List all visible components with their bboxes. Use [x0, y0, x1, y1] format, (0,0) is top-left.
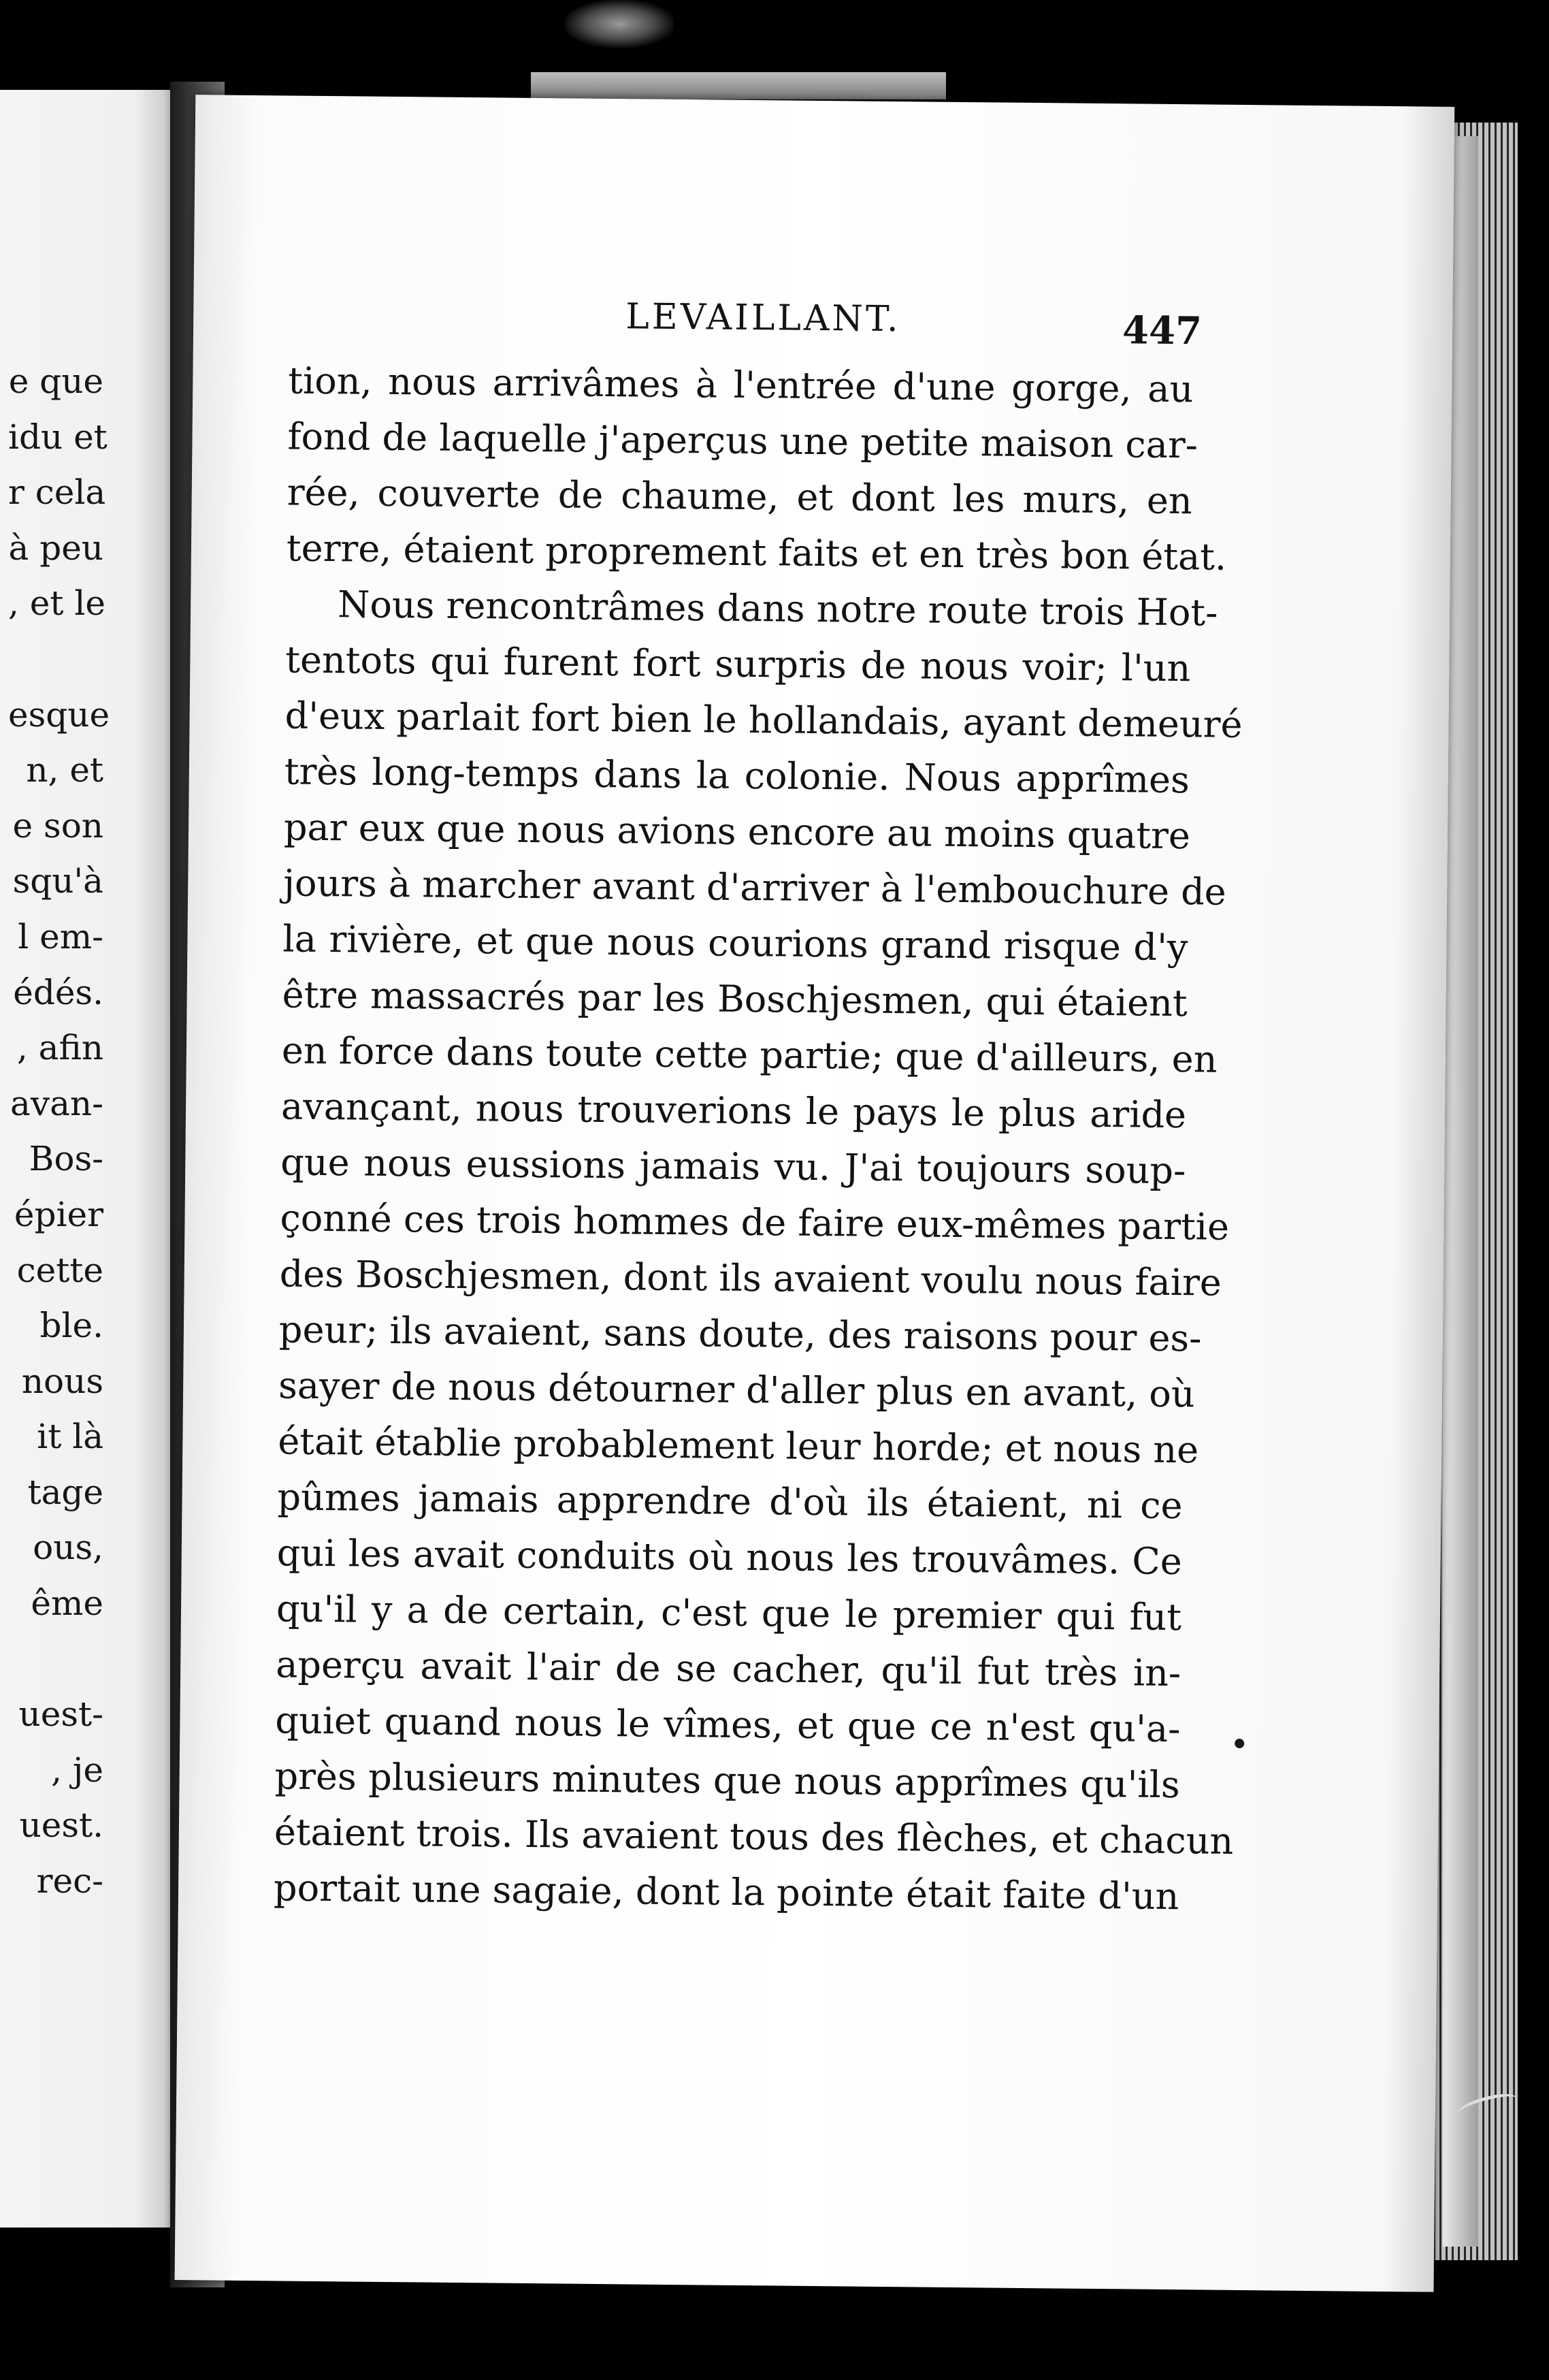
left-fragment-line: cette [16, 1250, 103, 1290]
text-line: Nous rencontrâmes dans notre route trois Hot- [337, 583, 1218, 634]
left-page-text-fragments [8, 354, 178, 1910]
left-fragment-line: rec- [36, 1861, 103, 1901]
left-fragment-line: ous, [33, 1528, 103, 1568]
left-fragment-line: ble. [39, 1306, 103, 1346]
text-line: çonné ces trois hommes de faire eux-mêmes partie [280, 1196, 1230, 1249]
left-fragment-line: e son [12, 805, 103, 846]
left-fragment-line: , je [51, 1750, 103, 1790]
text-line: jours à marcher avant d'arriver à l'embouchure de [282, 861, 1226, 914]
text-line: des Boschjesmen, dont ils avaient voulu nous faire [279, 1252, 1222, 1304]
left-fragment-line: édés. [13, 972, 103, 1012]
left-fragment-line: ême [31, 1583, 103, 1624]
text-line: très long-temps dans la colonie. Nous apprîmes [284, 750, 1190, 802]
left-fragment-line: avan- [10, 1083, 103, 1123]
text-line: avançant, nous trouverions le pays le plus aride [280, 1084, 1187, 1137]
text-line: être massacrés par les Boschjesmen, qui étaient [282, 973, 1188, 1025]
left-fragment-line: , et le [8, 583, 105, 624]
ink-speck [1235, 1739, 1244, 1748]
left-fragment-line: uest- [18, 1694, 103, 1735]
text-line: était établie probablement leur horde; et nous ne [278, 1419, 1199, 1472]
text-line: rée, couverte de chaume, et dont les murs, en [287, 470, 1193, 523]
left-fragment-line: épier [14, 1194, 103, 1234]
text-line: aperçu avait l'air de se cacher, qu'il fut très in- [275, 1643, 1181, 1695]
text-line: qui les avait conduits où nous les trouvâmes. Ce [276, 1531, 1183, 1583]
text-line: la rivière, et que nous courions grand risque d'y [282, 917, 1188, 969]
left-fragment-line: idu et [8, 417, 108, 457]
right-page [175, 95, 1455, 2292]
text-line: pûmes jamais apprendre d'où ils étaient, ni ce [277, 1475, 1183, 1528]
text-line: d'eux parlait fort bien le hollandais, ayant demeuré [284, 694, 1243, 746]
left-fragment-line: n, et [26, 750, 103, 790]
left-facing-page [0, 90, 178, 2228]
left-fragment-line: r cela [8, 472, 106, 513]
body-text [273, 353, 1243, 1925]
left-fragment-line: it là [37, 1417, 103, 1457]
text-line: tentots qui furent fort surpris de nous voir; l'un [285, 638, 1191, 690]
text-line: sayer de nous détourner d'aller plus en avant, où [278, 1364, 1195, 1416]
text-line: quiet quand nous le vîmes, et que ce n'est qu'a- [275, 1699, 1181, 1751]
page-number: 447 [1122, 308, 1203, 354]
left-fragment-line: , afin [16, 1028, 103, 1068]
left-fragment-line: uest. [19, 1805, 103, 1846]
left-fragment-line: esque [8, 694, 110, 735]
scanner-smudge [565, 0, 674, 48]
text-line: en force dans toute cette partie; que d'ailleurs, en [281, 1029, 1218, 1081]
left-fragment-line: e que [8, 361, 103, 401]
text-line: tion, nous arrivâmes à l'entrée d'une gorge, au [288, 359, 1194, 411]
text-line: portait une sagaie, dont la pointe était faite d'un [273, 1866, 1179, 1918]
left-fragment-line: squ'à [12, 861, 103, 901]
running-head: LEVAILLANT. [625, 296, 901, 340]
scanner-clamp-strip [531, 72, 946, 99]
text-line: peur; ils avaient, sans doute, des raisons pour es- [278, 1308, 1202, 1360]
left-fragment-line: tage [27, 1472, 103, 1512]
text-line: près plusieurs minutes que nous apprîmes qu'ils [274, 1754, 1180, 1807]
left-fragment-line: l em- [18, 916, 103, 956]
left-fragment-gap [8, 632, 178, 688]
left-fragment-gap [8, 1632, 178, 1688]
text-line: qu'il y a de certain, c'est que le premier qui fut [276, 1587, 1182, 1639]
left-fragment-line: nous [21, 1361, 103, 1401]
left-fragment-line: Bos- [29, 1139, 103, 1179]
text-line: que nous eussions jamais vu. J'ai toujours soup- [280, 1140, 1186, 1193]
left-fragment-line: à peu [8, 528, 103, 568]
text-line: par eux que nous avions encore au moins quatre [283, 805, 1191, 858]
text-line: étaient trois. Ils avaient tous des flèches, et chacun [274, 1810, 1234, 1863]
text-line: terre, étaient proprement faits et en très bon état. [286, 526, 1227, 579]
text-line: fond de laquelle j'aperçus une petite maison car- [287, 415, 1199, 467]
